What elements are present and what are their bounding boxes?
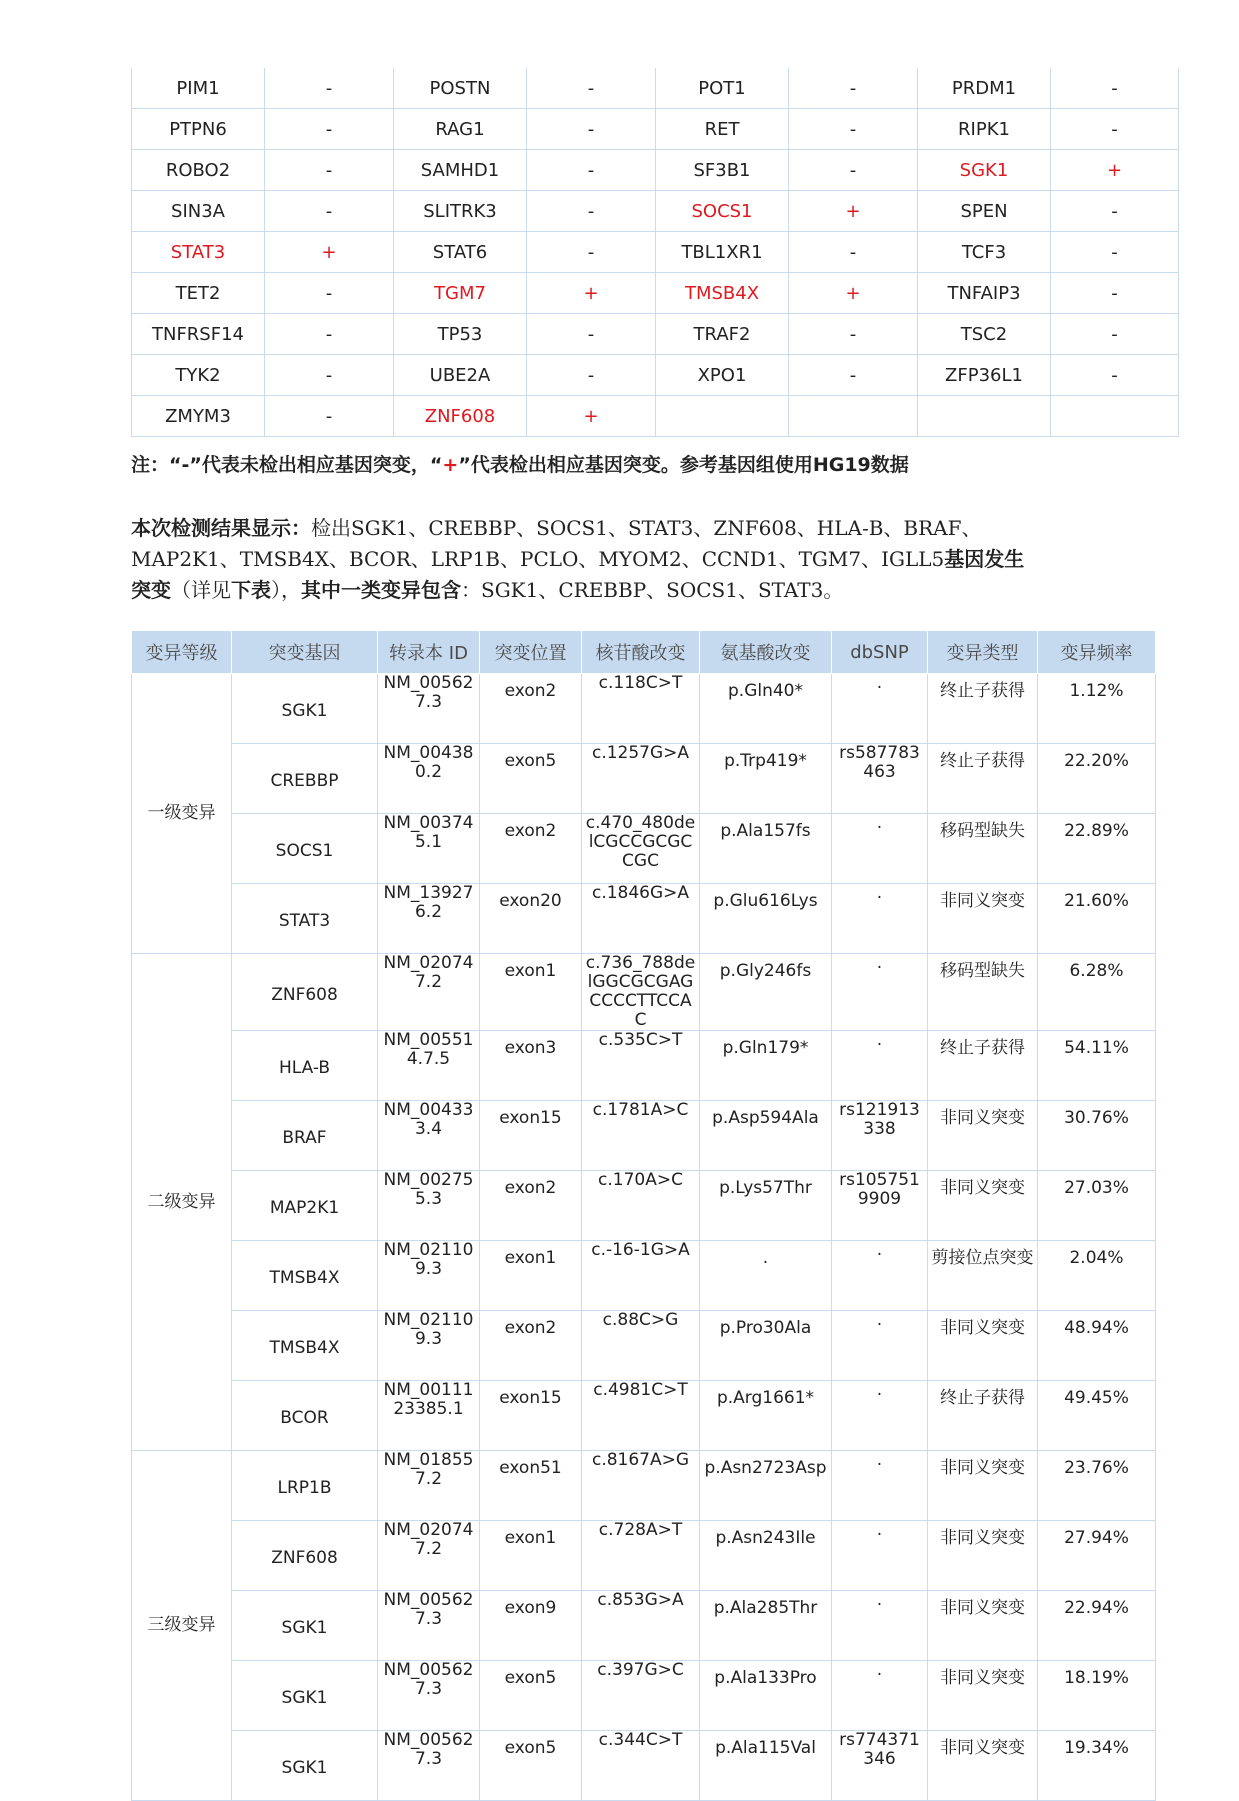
variant-transcript: NM_020747.2 [378, 1521, 480, 1591]
variant-transcript: NM_003745.1 [378, 814, 480, 884]
variant-amino-acid-change: p.Asp594Ala [700, 1101, 832, 1171]
variant-amino-acid-change: p.Gln40* [700, 674, 832, 744]
gene-name: PRDM1 [918, 68, 1051, 109]
variant-dbsnp: rs1057519909 [832, 1171, 928, 1241]
note-text-1: 代表未检出相应基因突变， [201, 454, 430, 476]
variant-gene: SGK1 [232, 674, 378, 744]
variant-dbsnp: . [832, 1311, 928, 1381]
gene-row [132, 150, 1179, 191]
variant-row [132, 1031, 1156, 1101]
summary-bold-3: 其中一类变异包含 [301, 578, 461, 602]
variant-dbsnp: . [832, 1031, 928, 1101]
summary-bold-2: 下表 [231, 578, 271, 602]
variant-position: exon1 [480, 954, 582, 1031]
gene-row [132, 68, 1179, 109]
variant-amino-acid-change: p.Lys57Thr [700, 1171, 832, 1241]
gene-status: - [527, 191, 656, 232]
variant-transcript: NM_005627.3 [378, 1731, 480, 1801]
variant-gene: SGK1 [232, 1661, 378, 1731]
gene-status: + [265, 232, 394, 273]
variant-variant-type: 移码型缺失 [928, 814, 1038, 884]
variant-row [132, 884, 1156, 954]
gene-name: UBE2A [394, 355, 527, 396]
column-header: 变异频率 [1038, 631, 1156, 674]
gene-row [132, 396, 1179, 437]
table-note [131, 450, 909, 477]
variant-amino-acid-change: p.Ala133Pro [700, 1661, 832, 1731]
variant-position: exon3 [480, 1031, 582, 1101]
note-plus: + [442, 454, 459, 476]
gene-status: - [789, 68, 918, 109]
gene-status-body [132, 68, 1179, 437]
note-quote-open-2: “ [429, 454, 443, 476]
variant-position: exon1 [480, 1521, 582, 1591]
variant-dbsnp: . [832, 674, 928, 744]
variant-variant-type: 非同义突变 [928, 1591, 1038, 1661]
gene-name: STAT6 [394, 232, 527, 273]
variant-transcript: NM_005627.3 [378, 1591, 480, 1661]
variant-frequency: 1.12% [1038, 674, 1156, 744]
variant-transcript: NM_021109.3 [378, 1241, 480, 1311]
column-header: 突变基因 [232, 631, 378, 674]
note-prefix: 注： [131, 454, 170, 476]
variant-row [132, 814, 1156, 884]
note-text-2: 代表检出相应基因突变。参考基因组使用HG19数据 [470, 454, 909, 476]
variant-gene: LRP1B [232, 1451, 378, 1521]
variant-variant-type: 剪接位点突变 [928, 1241, 1038, 1311]
gene-name: TET2 [132, 273, 265, 314]
variant-variant-type: 非同义突变 [928, 1311, 1038, 1381]
variant-level: 一级变异 [132, 674, 232, 954]
variant-transcript: NM_020747.2 [378, 954, 480, 1031]
variant-nucleotide-change: c.853G>A [582, 1591, 700, 1661]
variant-amino-acid-change: p.Gln179* [700, 1031, 832, 1101]
variant-frequency: 54.11% [1038, 1031, 1156, 1101]
variant-frequency: 30.76% [1038, 1101, 1156, 1171]
variant-variant-type: 终止子获得 [928, 1031, 1038, 1101]
variant-variant-type: 非同义突变 [928, 1101, 1038, 1171]
gene-status [789, 396, 918, 437]
variant-variant-type: 非同义突变 [928, 884, 1038, 954]
variant-variant-type: 非同义突变 [928, 1451, 1038, 1521]
gene-status: - [265, 396, 394, 437]
gene-name: TGM7 [394, 273, 527, 314]
gene-name: TSC2 [918, 314, 1051, 355]
variant-row [132, 1311, 1156, 1381]
gene-row [132, 355, 1179, 396]
column-header: 变异类型 [928, 631, 1038, 674]
variant-amino-acid-change: p.Glu616Lys [700, 884, 832, 954]
note-quote-open: “ [169, 454, 182, 476]
variant-transcript: NM_018557.2 [378, 1451, 480, 1521]
variant-level: 二级变异 [132, 954, 232, 1451]
gene-name: STAT3 [132, 232, 265, 273]
gene-status: - [265, 191, 394, 232]
gene-row [132, 191, 1179, 232]
gene-row [132, 273, 1179, 314]
variant-frequency: 6.28% [1038, 954, 1156, 1031]
variant-table-body [132, 674, 1156, 1801]
variant-position: exon2 [480, 814, 582, 884]
variant-dbsnp: rs774371346 [832, 1731, 928, 1801]
gene-status: + [789, 191, 918, 232]
variant-position: exon15 [480, 1381, 582, 1451]
variant-position: exon9 [480, 1591, 582, 1661]
variant-row [132, 1171, 1156, 1241]
gene-name: TCF3 [918, 232, 1051, 273]
variant-variant-type: 移码型缺失 [928, 954, 1038, 1031]
gene-status: - [1051, 191, 1179, 232]
note-quote-close: ” [189, 454, 202, 476]
gene-row [132, 314, 1179, 355]
variant-transcript: NM_005514.7.5 [378, 1031, 480, 1101]
gene-status: - [527, 109, 656, 150]
variant-transcript: NM_004380.2 [378, 744, 480, 814]
variant-gene: MAP2K1 [232, 1171, 378, 1241]
variant-dbsnp: . [832, 1521, 928, 1591]
variant-variant-type: 非同义突变 [928, 1731, 1038, 1801]
gene-name: SPEN [918, 191, 1051, 232]
variant-transcript: NM_021109.3 [378, 1311, 480, 1381]
variant-nucleotide-change: c.4981C>T [582, 1381, 700, 1451]
gene-name: RAG1 [394, 109, 527, 150]
gene-status: + [527, 396, 656, 437]
variant-gene: HLA-B [232, 1031, 378, 1101]
gene-status: - [265, 273, 394, 314]
variant-position: exon2 [480, 674, 582, 744]
variant-row [132, 1101, 1156, 1171]
variant-frequency: 27.94% [1038, 1521, 1156, 1591]
variant-row [132, 1241, 1156, 1311]
variant-amino-acid-change: p.Arg1661* [700, 1381, 832, 1451]
column-header: 突变位置 [480, 631, 582, 674]
variant-amino-acid-change: p.Ala285Thr [700, 1591, 832, 1661]
column-header: 变异等级 [132, 631, 232, 674]
gene-name: TMSB4X [656, 273, 789, 314]
variant-gene: BRAF [232, 1101, 378, 1171]
variant-dbsnp: . [832, 1241, 928, 1311]
variant-gene: CREBBP [232, 744, 378, 814]
variant-dbsnp: rs121913338 [832, 1101, 928, 1171]
variant-row [132, 1451, 1156, 1521]
gene-status: - [789, 355, 918, 396]
gene-name: POSTN [394, 68, 527, 109]
gene-status: - [527, 232, 656, 273]
variant-position: exon1 [480, 1241, 582, 1311]
variant-transcript: NM_005627.3 [378, 674, 480, 744]
variant-amino-acid-change: p.Trp419* [700, 744, 832, 814]
gene-status: - [1051, 109, 1179, 150]
variant-nucleotide-change: c.1846G>A [582, 884, 700, 954]
gene-name: ZMYM3 [132, 396, 265, 437]
gene-status: - [265, 355, 394, 396]
variant-amino-acid-change: p.Ala115Val [700, 1731, 832, 1801]
gene-status: - [1051, 273, 1179, 314]
variant-row [132, 1591, 1156, 1661]
gene-status: - [265, 150, 394, 191]
gene-row [132, 109, 1179, 150]
variant-transcript: NM_002755.3 [378, 1171, 480, 1241]
variant-transcript: NM_139276.2 [378, 884, 480, 954]
variant-frequency: 21.60% [1038, 884, 1156, 954]
variant-row [132, 1521, 1156, 1591]
variant-frequency: 22.89% [1038, 814, 1156, 884]
gene-status: - [265, 68, 394, 109]
gene-status: + [527, 273, 656, 314]
variant-nucleotide-change: c.397G>C [582, 1661, 700, 1731]
variant-amino-acid-change: p.Gly246fs [700, 954, 832, 1031]
gene-status: - [527, 68, 656, 109]
gene-name: POT1 [656, 68, 789, 109]
variant-table [131, 630, 1156, 1801]
column-header: 氨基酸改变 [700, 631, 832, 674]
gene-row [132, 232, 1179, 273]
gene-status: - [1051, 232, 1179, 273]
variant-variant-type: 终止子获得 [928, 744, 1038, 814]
variant-dbsnp: . [832, 1381, 928, 1451]
variant-frequency: 27.03% [1038, 1171, 1156, 1241]
summary-text-4: ：SGK1、CREBBP、SOCS1、STAT3。 [461, 578, 844, 602]
variant-variant-type: 非同义突变 [928, 1171, 1038, 1241]
variant-gene: TMSB4X [232, 1311, 378, 1381]
variant-frequency: 23.76% [1038, 1451, 1156, 1521]
variant-position: exon51 [480, 1451, 582, 1521]
variant-frequency: 22.94% [1038, 1591, 1156, 1661]
gene-name: RIPK1 [918, 109, 1051, 150]
variant-amino-acid-change: p.Asn2723Asp [700, 1451, 832, 1521]
summary-text-2: （详见 [171, 578, 231, 602]
gene-status: + [789, 273, 918, 314]
gene-status: - [789, 314, 918, 355]
gene-name: SGK1 [918, 150, 1051, 191]
gene-name: TP53 [394, 314, 527, 355]
gene-status: - [527, 355, 656, 396]
variant-position: exon2 [480, 1311, 582, 1381]
variant-frequency: 48.94% [1038, 1311, 1156, 1381]
note-minus: - [181, 454, 190, 476]
variant-gene: SGK1 [232, 1591, 378, 1661]
variant-dbsnp: . [832, 1661, 928, 1731]
variant-nucleotide-change: c.1781A>C [582, 1101, 700, 1171]
variant-frequency: 22.20% [1038, 744, 1156, 814]
gene-status: - [1051, 355, 1179, 396]
variant-nucleotide-change: c.728A>T [582, 1521, 700, 1591]
variant-nucleotide-change: c.-16-1G>A [582, 1241, 700, 1311]
gene-status: - [789, 150, 918, 191]
gene-status [1051, 396, 1179, 437]
variant-row [132, 744, 1156, 814]
gene-name: XPO1 [656, 355, 789, 396]
variant-nucleotide-change: c.118C>T [582, 674, 700, 744]
note-quote-close-2: ” [458, 454, 471, 476]
variant-transcript: NM_005627.3 [378, 1661, 480, 1731]
variant-row [132, 954, 1156, 1031]
variant-dbsnp: . [832, 814, 928, 884]
variant-dbsnp: . [832, 884, 928, 954]
variant-gene: SGK1 [232, 1731, 378, 1801]
gene-name [918, 396, 1051, 437]
variant-gene: ZNF608 [232, 1521, 378, 1591]
variant-dbsnp: rs587783463 [832, 744, 928, 814]
gene-status: - [527, 150, 656, 191]
variant-row [132, 674, 1156, 744]
gene-name: ZNF608 [394, 396, 527, 437]
gene-name: SF3B1 [656, 150, 789, 191]
gene-name: TNFRSF14 [132, 314, 265, 355]
variant-nucleotide-change: c.170A>C [582, 1171, 700, 1241]
variant-variant-type: 非同义突变 [928, 1661, 1038, 1731]
variant-level: 三级变异 [132, 1451, 232, 1801]
gene-name: PTPN6 [132, 109, 265, 150]
variant-transcript: NM_0011123385.1 [378, 1381, 480, 1451]
variant-gene: BCOR [232, 1381, 378, 1451]
summary-text-3: ）， [271, 578, 301, 602]
variant-amino-acid-change: p.Pro30Ala [700, 1311, 832, 1381]
variant-dbsnp: . [832, 1451, 928, 1521]
variant-nucleotide-change: c.736_788delGGCGCGAGCCCCTTCCAC [582, 954, 700, 1031]
variant-nucleotide-change: c.470_480delCGCCGCGCCGC [582, 814, 700, 884]
variant-nucleotide-change: c.1257G>A [582, 744, 700, 814]
variant-nucleotide-change: c.88C>G [582, 1311, 700, 1381]
gene-name: TBL1XR1 [656, 232, 789, 273]
variant-variant-type: 终止子获得 [928, 674, 1038, 744]
gene-name: TNFAIP3 [918, 273, 1051, 314]
variant-position: exon20 [480, 884, 582, 954]
gene-name: TYK2 [132, 355, 265, 396]
variant-variant-type: 非同义突变 [928, 1521, 1038, 1591]
gene-name: PIM1 [132, 68, 265, 109]
gene-name: TRAF2 [656, 314, 789, 355]
variant-variant-type: 终止子获得 [928, 1381, 1038, 1451]
gene-name: ZFP36L1 [918, 355, 1051, 396]
summary-bold-1: 基因发生突变 [131, 547, 1025, 602]
variant-row [132, 1731, 1156, 1801]
gene-name [656, 396, 789, 437]
variant-row [132, 1381, 1156, 1451]
variant-gene: ZNF608 [232, 954, 378, 1031]
variant-transcript: NM_004333.4 [378, 1101, 480, 1171]
gene-name: SAMHD1 [394, 150, 527, 191]
variant-gene: SOCS1 [232, 814, 378, 884]
gene-name: ROBO2 [132, 150, 265, 191]
variant-dbsnp: . [832, 954, 928, 1031]
variant-frequency: 19.34% [1038, 1731, 1156, 1801]
summary-label: 本次检测结果显示： [131, 516, 311, 540]
gene-name: SLITRK3 [394, 191, 527, 232]
variant-frequency: 18.19% [1038, 1661, 1156, 1731]
variant-gene: STAT3 [232, 884, 378, 954]
variant-amino-acid-change: p.Ala157fs [700, 814, 832, 884]
variant-position: exon5 [480, 744, 582, 814]
result-summary [131, 513, 1031, 606]
variant-gene: TMSB4X [232, 1241, 378, 1311]
variant-frequency: 49.45% [1038, 1381, 1156, 1451]
variant-frequency: 2.04% [1038, 1241, 1156, 1311]
variant-nucleotide-change: c.344C>T [582, 1731, 700, 1801]
gene-name: SOCS1 [656, 191, 789, 232]
variant-table-header [132, 631, 1156, 674]
variant-dbsnp: . [832, 1591, 928, 1661]
variant-row [132, 1661, 1156, 1731]
summary-text-1: 检出SGK1、CREBBP、SOCS1、STAT3、ZNF608、HLA-B、BRAF、MAP2K1、TMSB4X、BCOR、LRP1B、PCLO、MYOM2、CCND1、TGM7、IGLL5 [131, 516, 982, 571]
variant-position: exon15 [480, 1101, 582, 1171]
gene-status: - [265, 109, 394, 150]
gene-status: - [265, 314, 394, 355]
variant-nucleotide-change: c.535C>T [582, 1031, 700, 1101]
variant-position: exon5 [480, 1661, 582, 1731]
gene-name: SIN3A [132, 191, 265, 232]
variant-nucleotide-change: c.8167A>G [582, 1451, 700, 1521]
gene-status: - [789, 109, 918, 150]
variant-amino-acid-change: p.Asn243Ile [700, 1521, 832, 1591]
gene-status-table [131, 68, 1179, 437]
gene-status: - [789, 232, 918, 273]
column-header: 核苷酸改变 [582, 631, 700, 674]
variant-position: exon2 [480, 1171, 582, 1241]
column-header: 转录本 ID [378, 631, 480, 674]
column-header: dbSNP [832, 631, 928, 674]
gene-status: - [1051, 314, 1179, 355]
gene-status: - [1051, 68, 1179, 109]
gene-name: RET [656, 109, 789, 150]
gene-status: - [527, 314, 656, 355]
gene-status: + [1051, 150, 1179, 191]
variant-amino-acid-change: . [700, 1241, 832, 1311]
variant-position: exon5 [480, 1731, 582, 1801]
